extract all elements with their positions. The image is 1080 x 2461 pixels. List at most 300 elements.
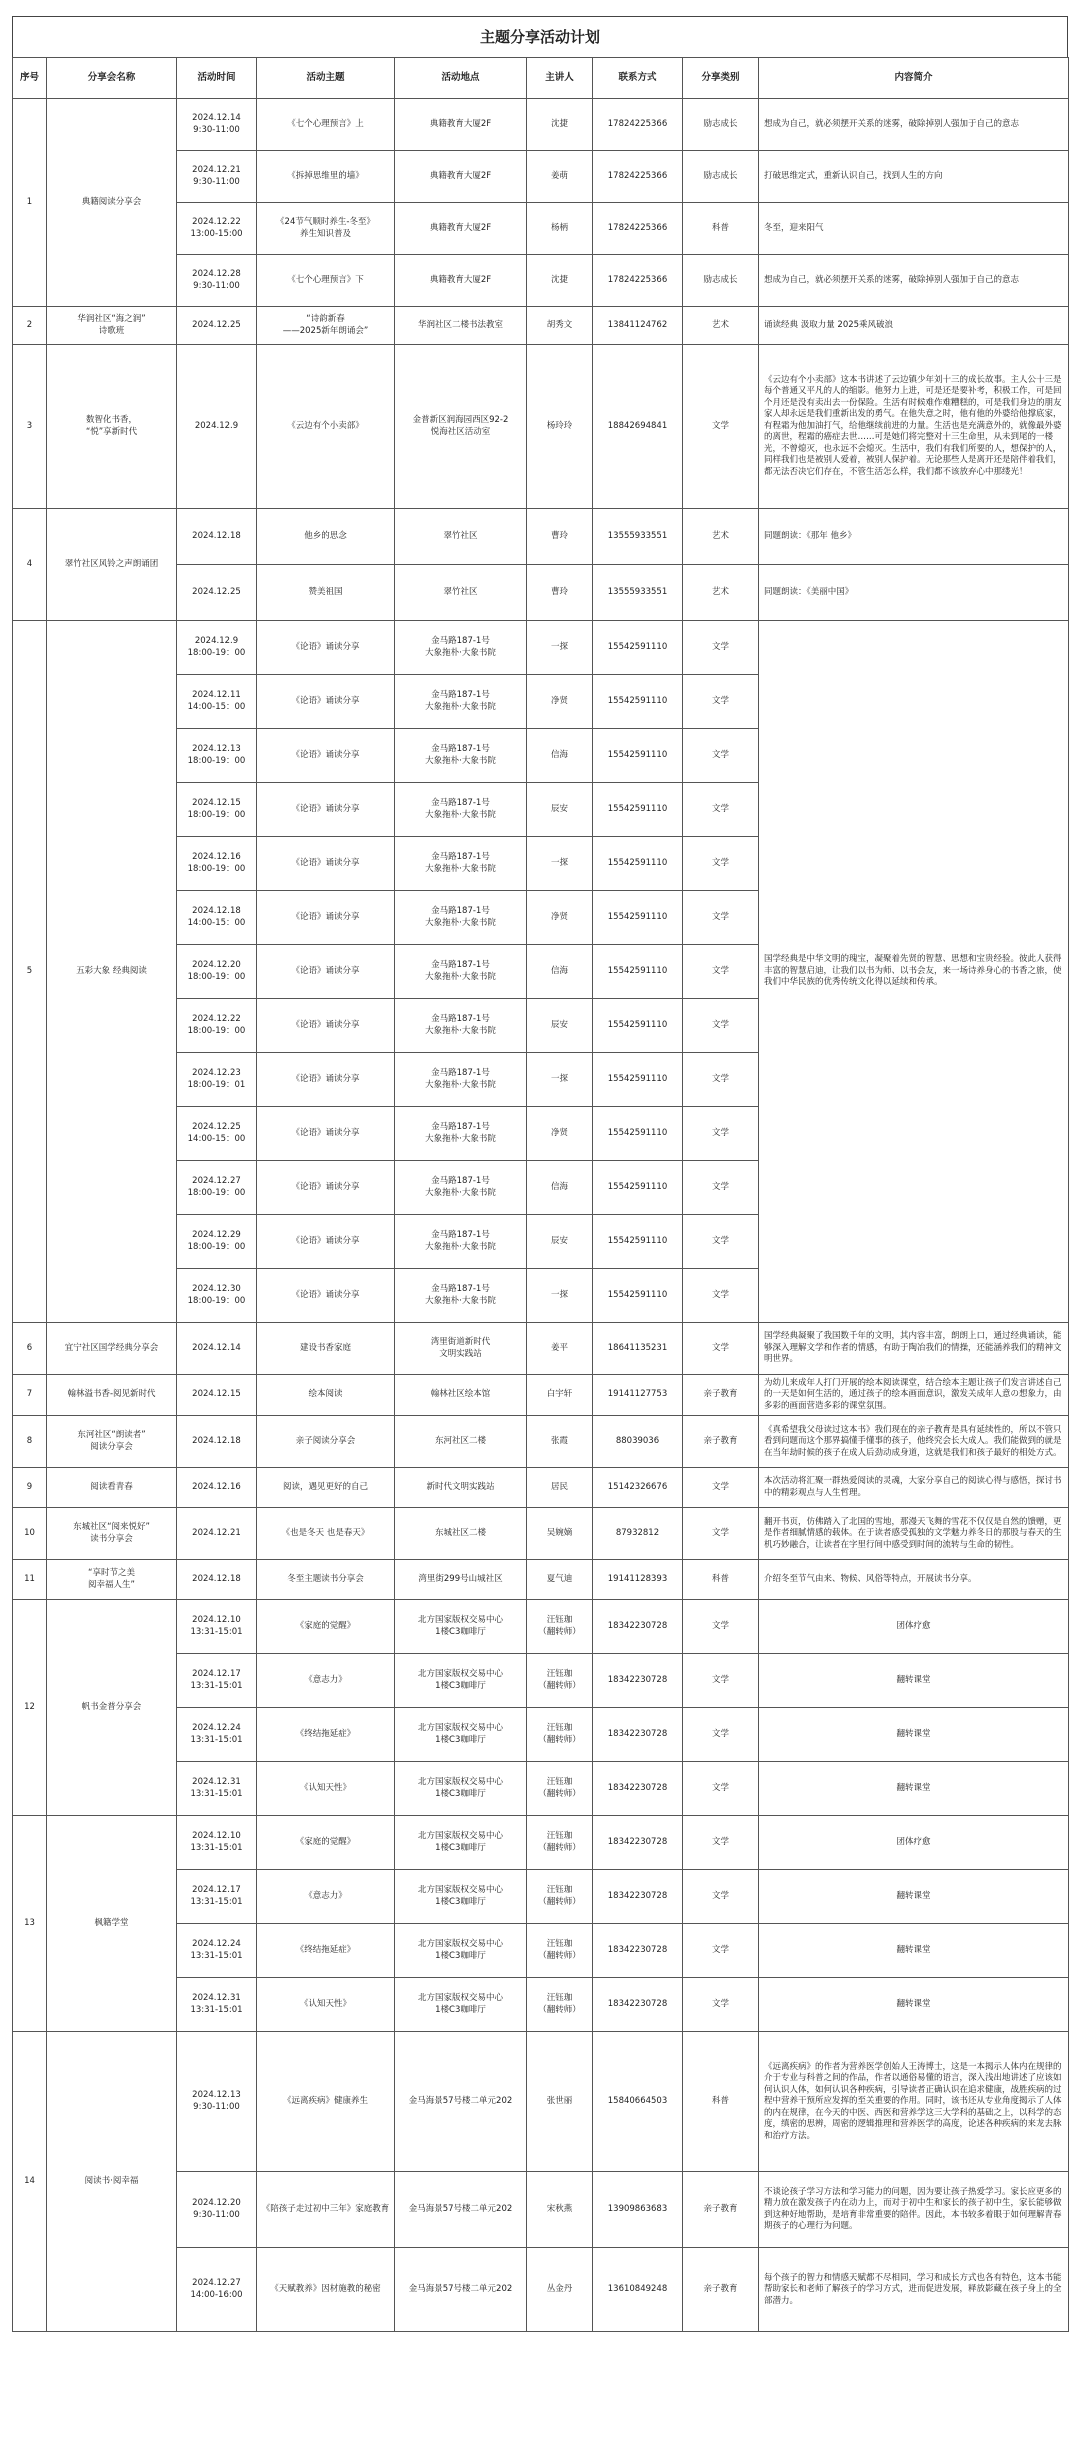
table-cell: 《终结拖延症》 <box>257 1708 395 1762</box>
table-cell: 15542591110 <box>593 1269 683 1323</box>
table-cell: 建设书香家庭 <box>257 1323 395 1375</box>
table-cell: 1 <box>13 99 47 307</box>
table-cell: 北方国家版权交易中心 1楼C3咖啡厅 <box>395 1816 527 1870</box>
description-cell: 每个孩子的智力和情感天赋都不尽相同，学习和成长方式也各有特色，这本书能帮助家长和老师了解孩子的学习方式，进而促进发展，释放影藏在孩子身上的全部潜力。 <box>759 2248 1069 2332</box>
table-cell: 文学 <box>683 1053 759 1107</box>
table-cell: 金马海景57号楼二单元202 <box>395 2172 527 2248</box>
table-cell: 文学 <box>683 1978 759 2032</box>
table-row <box>13 621 1069 675</box>
table-row <box>13 1323 1069 1375</box>
table-cell: 胡秀文 <box>527 307 593 345</box>
table-cell: 《论语》诵读分享 <box>257 999 395 1053</box>
table-cell: 曹玲 <box>527 565 593 621</box>
table-cell: 东城社区“阅来悦好” 读书分享会 <box>47 1508 177 1560</box>
table-cell: 湾里街299号山城社区 <box>395 1560 527 1600</box>
table-row <box>13 509 1069 565</box>
table-cell: 《陪孩子走过初中三年》家庭教育 <box>257 2172 395 2248</box>
table-cell: 15542591110 <box>593 1107 683 1161</box>
table-cell: 19141128393 <box>593 1560 683 1600</box>
table-cell: 科普 <box>683 2032 759 2172</box>
table-row <box>13 1416 1069 1468</box>
header-speaker: 主讲人 <box>527 58 593 99</box>
description-cell: 《云边有个小卖部》这本书讲述了云边镇少年刘十三的成长故事。主人公十三是每个普通又平凡的人的缩影。他努力上进，可是还是要补考，积极工作，可是回个月还是没有卖出去一份保险。生活有时候难作难糟糕的，可是我们身边的朋友家人却永远是我们重新出发的勇气。在他失意之时，他有他的外婆给他撑底家，有程霜为他加油打气，给他继续前进的力量。生活也是充满意外的，就像最外婆的离世，程霜的癌症去世……可是她们将完整对十三生命里，从未到尾的一楼光，不曾熄灭，也永远不会熄灭。生活中，我们有我们所要的人，想保护的人，同样我们也是被别人爱着，被别人保护着。无论那些人是离开还是陪伴着我们，都无法否决它们存在，不管生活怎么样，我们都不该放弃心中那缕光！ <box>759 345 1069 509</box>
table-cell: 2024.12.20 9:30-11:00 <box>177 2172 257 2248</box>
table-cell: 吴婉嫡 <box>527 1508 593 1560</box>
table-cell: 文学 <box>683 1269 759 1323</box>
table-row <box>13 1816 1069 1870</box>
table-cell: 翻转课堂 <box>759 1870 1069 1924</box>
table-cell: 金马海景57号楼二单元202 <box>395 2032 527 2172</box>
table-cell: 2024.12.17 13:31-15:01 <box>177 1654 257 1708</box>
header-session-name: 分享会名称 <box>47 58 177 99</box>
header-time: 活动时间 <box>177 58 257 99</box>
table-cell: 金马路187-1号 大象拖朴·大象书院 <box>395 891 527 945</box>
table-cell: 文学 <box>683 891 759 945</box>
table-cell: 3 <box>13 345 47 509</box>
table-cell: 《拆掉思维里的墙》 <box>257 151 395 203</box>
table-cell: 19141127753 <box>593 1375 683 1416</box>
table-cell: 宜宁社区国学经典分享会 <box>47 1323 177 1375</box>
table-cell: 信海 <box>527 945 593 999</box>
table-cell: 2024.12.27 18:00-19：00 <box>177 1161 257 1215</box>
table-cell: 北方国家版权交易中心 1楼C3咖啡厅 <box>395 1978 527 2032</box>
table-cell: 《论语》诵读分享 <box>257 945 395 999</box>
table-body <box>13 99 1069 2332</box>
table-cell: 13909863683 <box>593 2172 683 2248</box>
table-cell: 翻转课堂 <box>759 1708 1069 1762</box>
table-cell: 《家庭的觉醒》 <box>257 1816 395 1870</box>
table-cell: 东城社区二楼 <box>395 1508 527 1560</box>
table-cell: 2 <box>13 307 47 345</box>
table-row <box>13 2032 1069 2172</box>
table-cell: 2024.12.13 9:30-11:00 <box>177 2032 257 2172</box>
document-page <box>12 16 1068 2332</box>
description-cell: 国学经典是中华文明的瑰宝，凝聚着先贤的智慧、思想和宝贵经验。彼此人获得丰富的智慧启迪，让我们以书为师、以书会友，来一场诗养身心的书香之旅，使我们中华民族的优秀传统文化得以延续和传承。 <box>759 621 1069 1323</box>
header-description: 内容简介 <box>759 58 1069 99</box>
table-cell: 《认知天性》 <box>257 1762 395 1816</box>
table-cell: 2024.12.31 13:31-15:01 <box>177 1978 257 2032</box>
table-cell: 金马路187-1号 大象拖朴·大象书院 <box>395 1161 527 1215</box>
table-cell: 2024.12.9 18:00-19：00 <box>177 621 257 675</box>
table-cell: 2024.12.16 18:00-19：00 <box>177 837 257 891</box>
table-cell: 《七个心理预言》上 <box>257 99 395 151</box>
table-cell: 15142326676 <box>593 1468 683 1508</box>
table-cell: 张世丽 <box>527 2032 593 2172</box>
table-cell: 文学 <box>683 783 759 837</box>
table-cell: 12 <box>13 1600 47 1816</box>
table-cell: 辰安 <box>527 783 593 837</box>
table-cell: 金马路187-1号 大象拖朴·大象书院 <box>395 783 527 837</box>
table-cell: 15542591110 <box>593 621 683 675</box>
table-cell: 励志成长 <box>683 255 759 307</box>
table-cell: 阅读，遇见更好的自己 <box>257 1468 395 1508</box>
table-cell: 汪钰珈 （翻转师） <box>527 1762 593 1816</box>
table-header-row <box>13 58 1069 99</box>
table-cell: 文学 <box>683 1924 759 1978</box>
description-cell: 翻开书页，仿佛踏入了北国的雪地，那漫天飞舞的雪花不仅仅是自然的馈赠，更是作者细腻情感的载体。在于读者感受孤独的文学魅力养冬日的那股与春天的生机巧妙融合，让读者在字里行间中感受到时间的流转与生命的韧性。 <box>759 1508 1069 1560</box>
table-cell: 翠竹社区 <box>395 565 527 621</box>
table-cell: 典籍教育大厦2F <box>395 255 527 307</box>
table-cell: 文学 <box>683 621 759 675</box>
table-cell: 15840664503 <box>593 2032 683 2172</box>
table-cell: 东河社区二楼 <box>395 1416 527 1468</box>
description-cell: 本次活动将汇聚一群热爱阅读的灵魂，大家分享自己的阅读心得与感悟，探讨书中的精彩观点与人生哲理。 <box>759 1468 1069 1508</box>
table-cell: 翻转课堂 <box>759 1654 1069 1708</box>
table-cell: 文学 <box>683 945 759 999</box>
table-cell: 杨玲玲 <box>527 345 593 509</box>
table-cell: 亲子教育 <box>683 1375 759 1416</box>
table-cell: 2024.12.24 13:31-15:01 <box>177 1924 257 1978</box>
table-cell: 信海 <box>527 729 593 783</box>
table-cell: 亲子教育 <box>683 1416 759 1468</box>
table-cell: 2024.12.20 18:00-19：00 <box>177 945 257 999</box>
table-cell: 科普 <box>683 1560 759 1600</box>
table-cell: 文学 <box>683 1708 759 1762</box>
table-cell: 阅读书·阅幸福 <box>47 2032 177 2332</box>
table-row <box>13 1600 1069 1654</box>
table-cell: 15542591110 <box>593 999 683 1053</box>
table-cell: 辰安 <box>527 999 593 1053</box>
header-topic: 活动主题 <box>257 58 395 99</box>
table-cell: 15542591110 <box>593 675 683 729</box>
table-cell: 17824225366 <box>593 151 683 203</box>
table-cell: 帆书金普分享会 <box>47 1600 177 1816</box>
table-row <box>13 345 1069 509</box>
table-cell: 团体疗愈 <box>759 1816 1069 1870</box>
table-cell: 典籍教育大厦2F <box>395 151 527 203</box>
table-cell: 团体疗愈 <box>759 1600 1069 1654</box>
description-cell: 诵读经典 汲取力量 2025乘风破浪 <box>759 307 1069 345</box>
table-cell: 2024.12.23 18:00-19：01 <box>177 1053 257 1107</box>
table-cell: 典籍教育大厦2F <box>395 203 527 255</box>
table-cell: 北方国家版权交易中心 1楼C3咖啡厅 <box>395 1708 527 1762</box>
table-cell: 文学 <box>683 729 759 783</box>
table-cell: 亲子教育 <box>683 2172 759 2248</box>
table-cell: 《论语》诵读分享 <box>257 891 395 945</box>
table-cell: 《论语》诵读分享 <box>257 675 395 729</box>
table-cell: 2024.12.31 13:31-15:01 <box>177 1762 257 1816</box>
table-row <box>13 99 1069 151</box>
table-cell: 励志成长 <box>683 99 759 151</box>
table-cell: 绘本阅读 <box>257 1375 395 1416</box>
table-cell: 翠竹社区风铃之声朗诵团 <box>47 509 177 621</box>
table-cell: 2024.12.9 <box>177 345 257 509</box>
table-cell: 《论语》诵读分享 <box>257 1215 395 1269</box>
table-cell: 翠竹社区 <box>395 509 527 565</box>
table-row <box>13 1468 1069 1508</box>
table-cell: 《论语》诵读分享 <box>257 729 395 783</box>
table-cell: 华润社区二楼书法教室 <box>395 307 527 345</box>
table-cell: 《意志力》 <box>257 1870 395 1924</box>
description-cell: 《真希望我父母读过这本书》我们现在的亲子教育是具有延续性的，所以不管只看到问题而这个那界搞懂手懂事的孩子，他终究会长大成人。我们能做到的就是在当年劫时候的孩子在成人后劲动成身道，这就是我们和孩子最好的相处方式。 <box>759 1416 1069 1468</box>
table-cell: “享时节之美 阅幸福人生” <box>47 1560 177 1600</box>
table-cell: 白宇轩 <box>527 1375 593 1416</box>
table-cell: 《论语》诵读分享 <box>257 783 395 837</box>
table-cell: 数智化书香， “悦”享新时代 <box>47 345 177 509</box>
table-cell: 2024.12.25 <box>177 307 257 345</box>
table-cell: 励志成长 <box>683 151 759 203</box>
table-cell: 翰林社区绘本馆 <box>395 1375 527 1416</box>
table-cell: 曹玲 <box>527 509 593 565</box>
table-row <box>13 307 1069 345</box>
table-cell: 2024.12.18 14:00-15：00 <box>177 891 257 945</box>
table-cell: 8 <box>13 1416 47 1468</box>
table-cell: 文学 <box>683 1816 759 1870</box>
table-cell: 一探 <box>527 837 593 891</box>
page-title: 主题分享活动计划 <box>12 16 1068 57</box>
description-cell: 冬至，迎来阳气 <box>759 203 1069 255</box>
table-cell: 14 <box>13 2032 47 2332</box>
table-cell: 13841124762 <box>593 307 683 345</box>
table-cell: 《云边有个小卖部》 <box>257 345 395 509</box>
table-cell: 翰林溢书香-阅见新时代 <box>47 1375 177 1416</box>
table-cell: 文学 <box>683 345 759 509</box>
table-cell: 赞美祖国 <box>257 565 395 621</box>
table-cell: 2024.12.25 14:00-15：00 <box>177 1107 257 1161</box>
table-cell: 华润社区“海之润” 诗歌班 <box>47 307 177 345</box>
description-cell: 想成为自己，就必须摆开关系的迷雾，破除掉别人强加于自己的意志 <box>759 99 1069 151</box>
table-cell: 《论语》诵读分享 <box>257 621 395 675</box>
table-cell: 金马路187-1号 大象拖朴·大象书院 <box>395 945 527 999</box>
table-cell: 文学 <box>683 1762 759 1816</box>
table-row <box>13 1560 1069 1600</box>
table-cell: 2024.12.21 9:30-11:00 <box>177 151 257 203</box>
table-cell: 15542591110 <box>593 729 683 783</box>
description-cell: 不谈论孩子学习方法和学习能力的问题，因为要让孩子热爱学习。家长应更多的精力放在激发孩子内在动力上，而对于初中生和家长的孩子初中生，家长能够做到这种好地帮助，是培育非常重要的陪伴。因此，本书较多着眼于如何理解青春期孩子的心理行为问题。 <box>759 2172 1069 2248</box>
table-cell: 艺术 <box>683 565 759 621</box>
table-cell: 7 <box>13 1375 47 1416</box>
table-cell: 2024.12.25 <box>177 565 257 621</box>
table-cell: 金马路187-1号 大象拖朴·大象书院 <box>395 837 527 891</box>
table-cell: 文学 <box>683 1215 759 1269</box>
table-cell: 15542591110 <box>593 891 683 945</box>
table-cell: 88039036 <box>593 1416 683 1468</box>
table-cell: 金马路187-1号 大象拖朴·大象书院 <box>395 1215 527 1269</box>
table-cell: 他乡的思念 <box>257 509 395 565</box>
table-cell: 2024.12.15 <box>177 1375 257 1416</box>
table-cell: 18342230728 <box>593 1654 683 1708</box>
table-cell: 金普新区润海园西区92-2 悦海社区活动室 <box>395 345 527 509</box>
table-cell: 净贤 <box>527 891 593 945</box>
table-cell: 2024.12.18 <box>177 1560 257 1600</box>
table-cell: 13555933551 <box>593 509 683 565</box>
table-cell: 2024.12.27 14:00-16:00 <box>177 2248 257 2332</box>
table-cell: 15542591110 <box>593 1053 683 1107</box>
table-cell: 丛金丹 <box>527 2248 593 2332</box>
table-cell: 北方国家版权交易中心 1楼C3咖啡厅 <box>395 1924 527 1978</box>
table-cell: 13610849248 <box>593 2248 683 2332</box>
table-cell: 净贤 <box>527 675 593 729</box>
table-cell: 北方国家版权交易中心 1楼C3咖啡厅 <box>395 1654 527 1708</box>
description-cell: 为幼儿来成年人打门开展的绘本阅读课堂，结合绘本主题让孩子们发言讲述自己的一天是如何生活的，通过孩子的绘本画面意识，激发关成年人意の想象力，由多彩的画面营造多彩的课堂氛围。 <box>759 1375 1069 1416</box>
description-cell: 同题朗读：《那年 他乡》 <box>759 509 1069 565</box>
table-cell: 杨柄 <box>527 203 593 255</box>
table-cell: 居民 <box>527 1468 593 1508</box>
table-cell: 湾里街道新时代 文明实践站 <box>395 1323 527 1375</box>
table-cell: 2024.12.10 13:31-15:01 <box>177 1816 257 1870</box>
table-cell: 夏气迪 <box>527 1560 593 1600</box>
table-cell: 汪钰珈 （翻转师） <box>527 1816 593 1870</box>
table-cell: 6 <box>13 1323 47 1375</box>
table-cell: “诗韵新春 ——2025新年朗诵会” <box>257 307 395 345</box>
table-cell: 2024.12.13 18:00-19：00 <box>177 729 257 783</box>
table-cell: 2024.12.24 13:31-15:01 <box>177 1708 257 1762</box>
table-cell: 艺术 <box>683 307 759 345</box>
table-cell: 《论语》诵读分享 <box>257 1053 395 1107</box>
table-cell: 东河社区“朗读者” 阅读分享会 <box>47 1416 177 1468</box>
description-cell: 同题朗读：《美丽中国》 <box>759 565 1069 621</box>
table-cell: 阅读看青春 <box>47 1468 177 1508</box>
table-cell: 2024.12.18 <box>177 1416 257 1468</box>
table-cell: 汪钰珈 （翻转师） <box>527 1978 593 2032</box>
table-cell: 2024.12.17 13:31-15:01 <box>177 1870 257 1924</box>
description-cell: 国学经典凝聚了我国数千年的文明，其内容丰富，朗朗上口，通过经典诵读，能够深入理解文学和作者的情感，有助于陶冶我们的情操，还能涵养我们的精神文明世界。 <box>759 1323 1069 1375</box>
table-cell: 18342230728 <box>593 1924 683 1978</box>
table-cell: 金马路187-1号 大象拖朴·大象书院 <box>395 1269 527 1323</box>
table-cell: 金马路187-1号 大象拖朴·大象书院 <box>395 621 527 675</box>
table-cell: 一探 <box>527 1053 593 1107</box>
table-cell: 9 <box>13 1468 47 1508</box>
table-cell: 17824225366 <box>593 255 683 307</box>
table-cell: 翻转课堂 <box>759 1978 1069 2032</box>
table-cell: 汪钰珈 （翻转师） <box>527 1870 593 1924</box>
description-cell: 《远离疾病》的作者为营养医学创始人王涛博士，这是一本揭示人体内在规律的介于专业与科普之间的作品，作者以通俗易懂的语言，深入浅出地讲述了应该如何认识人体，如何认识各种疾病，引导读者正确认识在追求健康，战胜疾病的过程中营养干预所应发挥的至关重要的作用。同时，该书还从专业角度揭示了人体的内在规律，在今天的中医、西医和营养学这三大学科的基础之上，以科学的态度，缜密的思辨，周密的逻辑推理和营养医学的高度，论述各种疾病的来龙去脉和治疗方法。 <box>759 2032 1069 2172</box>
header-contact: 联系方式 <box>593 58 683 99</box>
table-cell: 金马路187-1号 大象拖朴·大象书院 <box>395 1053 527 1107</box>
table-cell: 《论语》诵读分享 <box>257 837 395 891</box>
table-cell: 《论语》诵读分享 <box>257 1269 395 1323</box>
table-cell: 17824225366 <box>593 203 683 255</box>
table-cell: 15542591110 <box>593 1215 683 1269</box>
table-cell: 文学 <box>683 999 759 1053</box>
table-cell: 北方国家版权交易中心 1楼C3咖啡厅 <box>395 1870 527 1924</box>
table-cell: 18342230728 <box>593 1978 683 2032</box>
table-cell: 《终结拖延症》 <box>257 1924 395 1978</box>
table-cell: 金马海景57号楼二单元202 <box>395 2248 527 2332</box>
table-cell: 2024.12.10 13:31-15:01 <box>177 1600 257 1654</box>
table-cell: 《也是冬天 也是春天》 <box>257 1508 395 1560</box>
table-cell: 2024.12.30 18:00-19：00 <box>177 1269 257 1323</box>
table-cell: 姜平 <box>527 1323 593 1375</box>
table-cell: 亲子教育 <box>683 2248 759 2332</box>
table-cell: 《七个心理预言》下 <box>257 255 395 307</box>
table-cell: 2024.12.28 9:30-11:00 <box>177 255 257 307</box>
table-cell: 2024.12.29 18:00-19：00 <box>177 1215 257 1269</box>
table-cell: 金马路187-1号 大象拖朴·大象书院 <box>395 729 527 783</box>
table-cell: 《24节气顺时养生-冬至》 养生知识普及 <box>257 203 395 255</box>
table-cell: 典籍阅读分享会 <box>47 99 177 307</box>
table-cell: 18342230728 <box>593 1708 683 1762</box>
table-cell: 北方国家版权交易中心 1楼C3咖啡厅 <box>395 1600 527 1654</box>
table-cell: 金马路187-1号 大象拖朴·大象书院 <box>395 1107 527 1161</box>
table-cell: 2024.12.16 <box>177 1468 257 1508</box>
table-cell: 4 <box>13 509 47 621</box>
header-location: 活动地点 <box>395 58 527 99</box>
table-cell: 信海 <box>527 1161 593 1215</box>
table-cell: 一探 <box>527 621 593 675</box>
table-cell: 15542591110 <box>593 783 683 837</box>
table-cell: 五彩大象 经典阅读 <box>47 621 177 1323</box>
table-cell: 金马路187-1号 大象拖朴·大象书院 <box>395 999 527 1053</box>
table-cell: 87932812 <box>593 1508 683 1560</box>
table-cell: 枫籍学堂 <box>47 1816 177 2032</box>
table-cell: 翻转课堂 <box>759 1762 1069 1816</box>
table-cell: 冬至主题读书分享会 <box>257 1560 395 1600</box>
table-cell: 18842694841 <box>593 345 683 509</box>
table-cell: 文学 <box>683 1654 759 1708</box>
table-cell: 2024.12.18 <box>177 509 257 565</box>
table-cell: 翻转课堂 <box>759 1924 1069 1978</box>
activity-table <box>12 57 1069 2332</box>
table-cell: 2024.12.14 <box>177 1323 257 1375</box>
table-cell: 18641135231 <box>593 1323 683 1375</box>
table-cell: 《意志力》 <box>257 1654 395 1708</box>
table-cell: 《远离疾病》健康养生 <box>257 2032 395 2172</box>
table-cell: 净贤 <box>527 1107 593 1161</box>
table-cell: 汪钰珈 （翻转师） <box>527 1708 593 1762</box>
table-cell: 2024.12.22 18:00-19：00 <box>177 999 257 1053</box>
table-cell: 2024.12.21 <box>177 1508 257 1560</box>
table-cell: 18342230728 <box>593 1816 683 1870</box>
table-cell: 文学 <box>683 1508 759 1560</box>
table-cell: 文学 <box>683 1468 759 1508</box>
table-cell: 汪钰珈 （翻转师） <box>527 1600 593 1654</box>
table-cell: 2024.12.14 9:30-11:00 <box>177 99 257 151</box>
table-cell: 11 <box>13 1560 47 1600</box>
table-cell: 2024.12.15 18:00-19：00 <box>177 783 257 837</box>
table-cell: 亲子阅读分享会 <box>257 1416 395 1468</box>
table-cell: 姜萌 <box>527 151 593 203</box>
table-cell: 沈捷 <box>527 99 593 151</box>
table-cell: 文学 <box>683 675 759 729</box>
table-cell: 文学 <box>683 1107 759 1161</box>
table-cell: 2024.12.22 13:00-15:00 <box>177 203 257 255</box>
header-category: 分享类别 <box>683 58 759 99</box>
table-cell: 新时代文明实践站 <box>395 1468 527 1508</box>
table-cell: 《家庭的觉醒》 <box>257 1600 395 1654</box>
table-cell: 15542591110 <box>593 1161 683 1215</box>
table-cell: 辰安 <box>527 1215 593 1269</box>
table-cell: 13555933551 <box>593 565 683 621</box>
table-cell: 10 <box>13 1508 47 1560</box>
table-cell: 典籍教育大厦2F <box>395 99 527 151</box>
description-cell: 想成为自己，就必须摆开关系的迷雾，破除掉别人强加于自己的意志 <box>759 255 1069 307</box>
table-cell: 文学 <box>683 1870 759 1924</box>
table-cell: 15542591110 <box>593 837 683 891</box>
table-cell: 2024.12.11 14:00-15：00 <box>177 675 257 729</box>
table-cell: 《论语》诵读分享 <box>257 1107 395 1161</box>
table-cell: 文学 <box>683 837 759 891</box>
table-cell: 宋秋燕 <box>527 2172 593 2248</box>
table-cell: 汪钰珈 （翻转师） <box>527 1654 593 1708</box>
table-cell: 15542591110 <box>593 945 683 999</box>
table-cell: 一探 <box>527 1269 593 1323</box>
table-cell: 17824225366 <box>593 99 683 151</box>
table-cell: 5 <box>13 621 47 1323</box>
table-cell: 汪钰珈 （翻转师） <box>527 1924 593 1978</box>
table-cell: 18342230728 <box>593 1762 683 1816</box>
description-cell: 打破思维定式，重新认识自己，找到人生的方向 <box>759 151 1069 203</box>
header-index: 序号 <box>13 58 47 99</box>
table-cell: 《认知天性》 <box>257 1978 395 2032</box>
table-cell: 文学 <box>683 1600 759 1654</box>
description-cell: 介绍冬至节气由来、物候、风俗等特点，开展读书分享。 <box>759 1560 1069 1600</box>
table-cell: 科普 <box>683 203 759 255</box>
table-cell: 18342230728 <box>593 1870 683 1924</box>
table-cell: 文学 <box>683 1323 759 1375</box>
table-cell: 文学 <box>683 1161 759 1215</box>
table-cell: 艺术 <box>683 509 759 565</box>
